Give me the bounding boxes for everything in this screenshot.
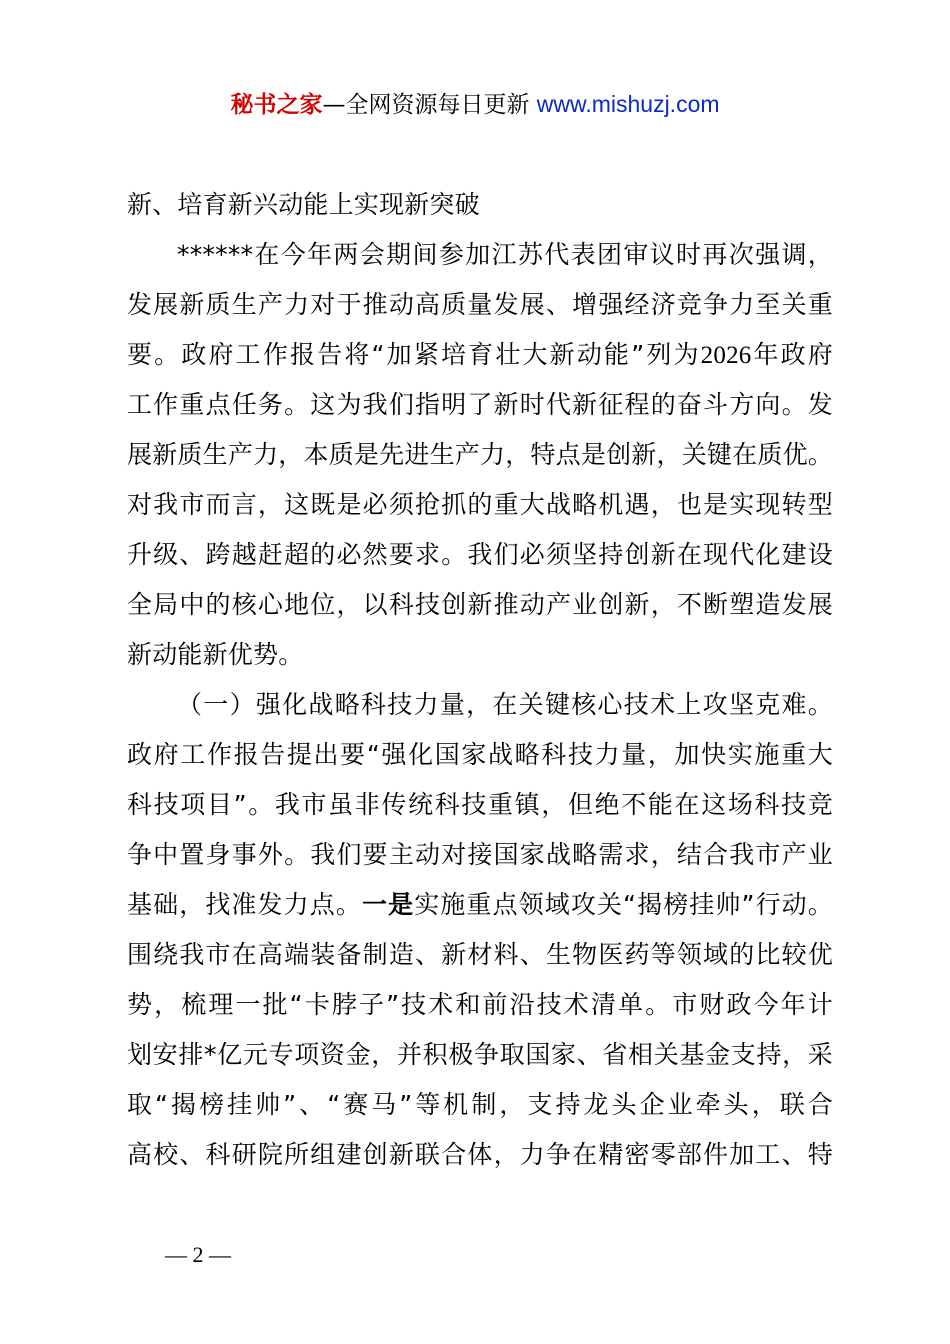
document-body — [127, 184, 833, 1184]
bold-marker: 一是 — [361, 890, 415, 919]
text-line: 展新质生产力，本质是先进生产力，特点是创新，关键在质优。 — [127, 440, 833, 469]
text-segment: 要。政府工作报告将“加紧培育壮大新动能”列为 — [127, 340, 701, 369]
text-line: 新动能新优势。 — [127, 640, 304, 669]
text-line: 工作重点任务。这为我们指明了新时代新征程的奋斗方向。发 — [127, 390, 833, 419]
site-url-link[interactable]: www.mishuzj.com — [536, 91, 720, 117]
paragraph-start-line: ******在今年两会期间参加江苏代表团审议时再次强调， — [177, 240, 833, 269]
text-line: 高校、科研院所组建创新联合体，力争在精密零部件加工、特 — [127, 1140, 833, 1169]
text-line — [127, 884, 833, 934]
text-segment: 年政府 — [751, 340, 833, 369]
text-line: 围绕我市在高端装备制造、新材料、生物医药等领域的比较优 — [127, 940, 833, 969]
text-line: 全局中的核心地位，以科技创新推动产业创新，不断塑造发展 — [127, 590, 833, 619]
section-heading-line: （一）强化战略科技力量，在关键核心技术上攻坚克难。 — [177, 690, 833, 719]
site-header — [0, 88, 950, 121]
text-line: 划安排*亿元专项资金，并积极争取国家、省相关基金支持，采 — [127, 1040, 833, 1069]
text-segment: 实施重点领域攻关“揭榜挂帅”行动。 — [414, 890, 833, 919]
brand-name: 秘书之家 — [230, 92, 323, 118]
year-number: 2026 — [700, 342, 752, 369]
text-line: 争中置身事外。我们要主动对接国家战略需求，结合我市产业 — [127, 840, 833, 869]
header-tagline: —全网资源每日更新 — [322, 92, 537, 118]
text-line: 势，梳理一批“卡脖子”技术和前沿技术清单。市财政今年计 — [127, 990, 833, 1019]
text-line — [127, 334, 833, 384]
text-segment: 基础，找准发力点。 — [127, 890, 362, 919]
text-line: 政府工作报告提出要“强化国家战略科技力量，加快实施重大 — [127, 740, 833, 769]
text-line: 对我市而言，这既是必须抢抓的重大战略机遇，也是实现转型 — [127, 490, 833, 519]
text-line: 新、培育新兴动能上实现新突破 — [127, 190, 480, 219]
text-line: 发展新质生产力对于推动高质量发展、增强经济竞争力至关重 — [127, 290, 833, 319]
text-line: 科技项目”。我市虽非传统科技重镇，但绝不能在这场科技竞 — [127, 790, 833, 819]
text-line: 升级、跨越赶超的必然要求。我们必须坚持创新在现代化建设 — [127, 540, 833, 569]
text-line: 取“揭榜挂帅”、“赛马”等机制，支持龙头企业牵头，联合 — [127, 1090, 833, 1119]
page-number: — 2 — — [165, 1242, 231, 1267]
